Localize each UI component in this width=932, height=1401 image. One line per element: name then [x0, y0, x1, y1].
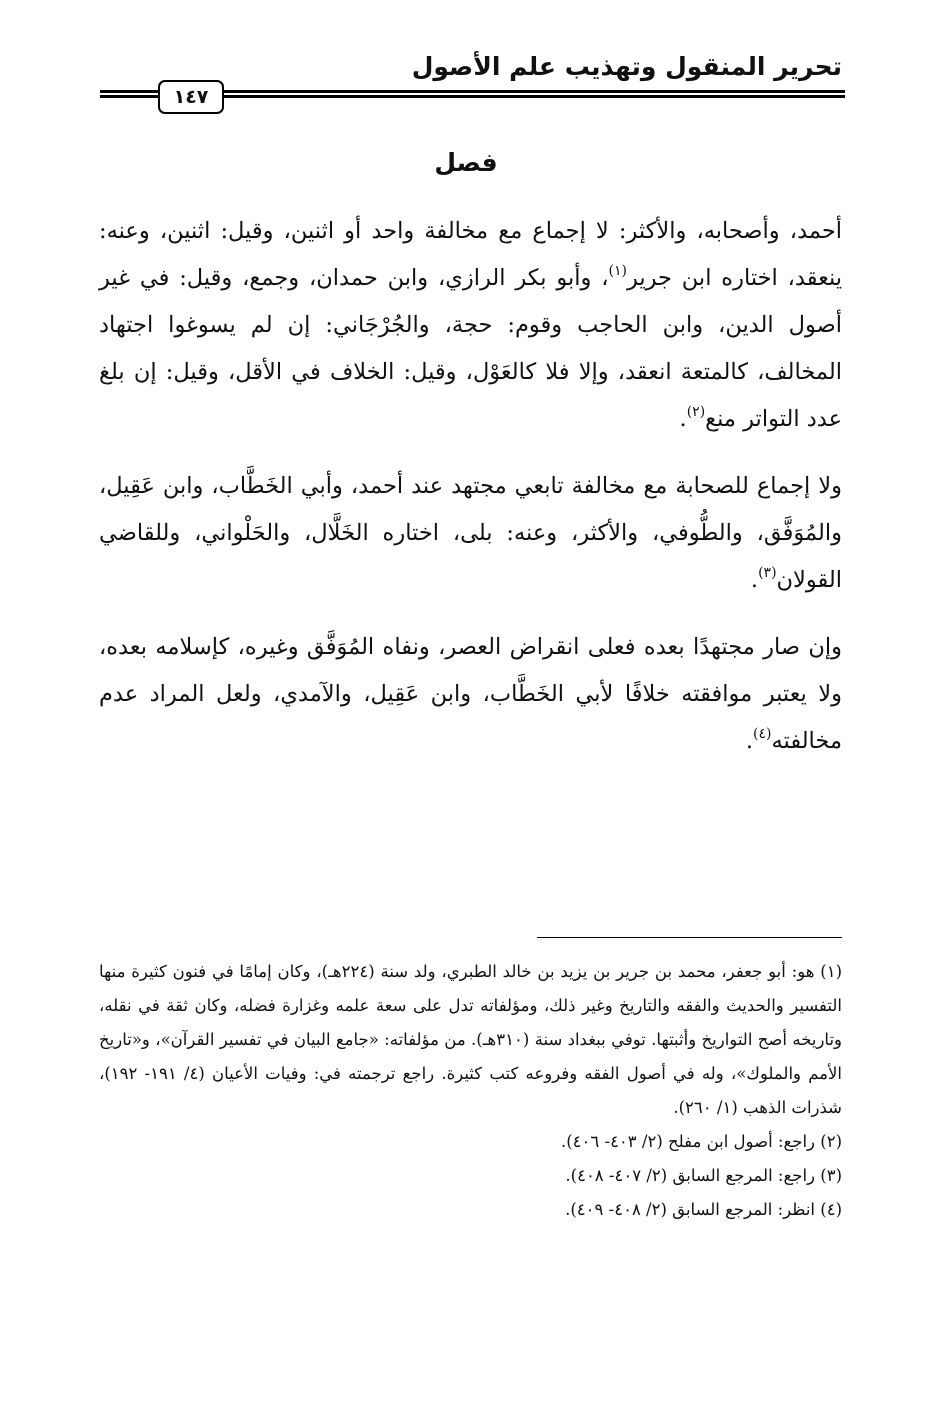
- paragraph: [99, 208, 842, 443]
- main-text: [99, 208, 842, 785]
- paragraph: [99, 463, 842, 604]
- footnote: (٣) راجع: المرجع السابق (٢/ ٤٠٧- ٤٠٨).: [565, 1166, 842, 1185]
- footnote-ref: (٣): [758, 565, 777, 581]
- footnote: (١) هو: أبو جعفر، محمد بن جرير بن يزيد بن خالد الطبري، ولد سنة (٢٢٤هـ)، وكان إمامًا في فنون كثيرة منها التفسير والحديث والفقه والتاريخ وغير ذلك، ومؤلفاته تدل على سعة علمه وغزارة فضله، وكان ثقة في نقله، وتاريخه أصح التواريخ وأثبتها. توفي ببغداد سنة (٣١٠هـ). من مؤلفاته: «جامع البيان في تفسير القرآن»، و«تاريخ الأمم والملوك»، وله في أصول الفقه وفروعه كتب كثيرة. راجع ترجمته في: وفيات الأعيان (٤/ ١٩١- ١٩٢)، شذرات الذهب (١/ ٢٦٠).: [99, 962, 843, 1117]
- footnotes: [99, 955, 842, 1227]
- paragraph: [99, 624, 842, 765]
- paragraph-end: .: [679, 406, 687, 432]
- footnote-separator: [537, 937, 842, 938]
- running-header-title: تحرير المنقول وتهذيب علم الأصول: [411, 52, 842, 81]
- paragraph-end: .: [745, 728, 753, 754]
- footnote-ref: (٢): [686, 404, 706, 420]
- paragraph-text: ولا إجماع للصحابة مع مخالفة تابعي مجتهد عند أحمد، وأبي الخَطَّاب، وابن عَقِيل، والمُوَفَّق، والطُّوفي، والأكثر، وعنه: بلى، اختاره الخَلَّال، والحَلْواني، وللقاضي القولان: [99, 473, 842, 593]
- page-number: ١٤٧: [158, 80, 224, 114]
- paragraph-text: وإن صار مجتهدًا بعده فعلى انقراض العصر، ونفاه المُوَفَّق وغيره، كإسلامه بعده، ولا يعتبر موافقته خلافًا لأبي الخَطَّاب، وابن عَقِيل، والآمدي، ولعل المراد عدم مخالفته: [99, 634, 842, 754]
- footnote-ref: (٤): [753, 726, 772, 742]
- footnote-ref: (١): [608, 263, 627, 279]
- paragraph-end: .: [750, 567, 759, 593]
- paragraph-text: ، وأبو بكر الرازي، وابن حمدان، وجمع، وقيل: في غير أصول الدين، وابن الحاجب وقوم: حجة، والجُرْجَاني: إن لم يسوغوا اجتهاد المخالف، كالمتعة انعقد، وإلا فلا كالعَوْل، وقيل: الخلاف في الأقل، وقيل: إن بلغ عدد التواتر منع: [99, 265, 842, 432]
- section-title: فصل: [434, 148, 498, 177]
- footnote: (٢) راجع: أصول ابن مفلح (٢/ ٤٠٣- ٤٠٦).: [560, 1132, 842, 1151]
- paragraph-text: أحمد، وأصحابه، والأكثر: لا إجماع مع مخالفة واحد أو اثنين، وقيل: اثنين، وعنه: ينعقد، اختاره ابن جرير: [99, 218, 842, 291]
- footnote: (٤) انظر: المرجع السابق (٢/ ٤٠٨- ٤٠٩).: [565, 1200, 842, 1219]
